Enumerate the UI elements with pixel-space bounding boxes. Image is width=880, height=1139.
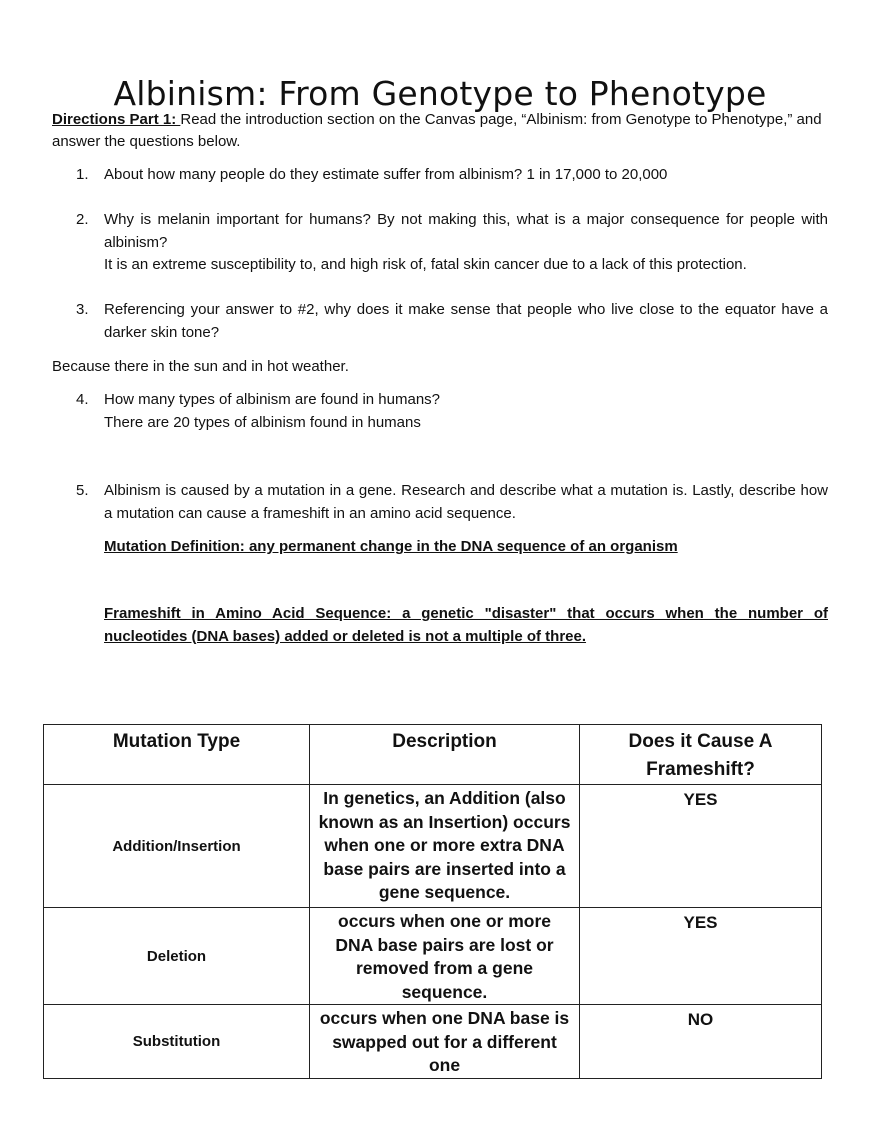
table-header-row — [44, 725, 822, 785]
directions — [52, 109, 830, 153]
question-number: 5. — [76, 482, 89, 499]
answer-text: It is an extreme susceptibility to, and high risk of, fatal skin cancer due to a lack of this protection. — [104, 256, 747, 273]
question-text: How many types of albinism are found in humans? — [104, 391, 441, 408]
question-2 — [52, 209, 828, 277]
question-number: 2. — [76, 211, 89, 228]
question-3 — [52, 299, 828, 344]
cell-mutation-type: Addition/Insertion — [44, 785, 310, 908]
cell-frameshift: NO — [580, 1005, 822, 1079]
question-number: 3. — [76, 301, 89, 318]
table-row — [44, 785, 822, 908]
cell-frameshift: YES — [580, 908, 822, 1005]
question-5 — [52, 480, 828, 525]
mutation-definition: Mutation Definition: any permanent change in the DNA sequence of an organism — [104, 538, 678, 555]
header-description: Description — [310, 725, 580, 785]
header-mutation-type: Mutation Type — [44, 725, 310, 785]
cell-description: occurs when one DNA base is swapped out for a different one — [310, 1005, 580, 1079]
question-4 — [52, 389, 828, 434]
question-1 — [52, 164, 828, 187]
question-text: About how many people do they estimate suffer from albinism? 1 in 17,000 to 20,000 — [104, 166, 668, 183]
question-number: 1. — [76, 166, 89, 183]
cell-description: In genetics, an Addition (also known as an Insertion) occurs when one or more extra DNA base pairs are inserted into a gene sequence. — [310, 785, 580, 908]
answer-3: Because there in the sun and in hot weather. — [52, 358, 349, 375]
question-text: Why is melanin important for humans? By not making this, what is a major consequence for people with albinism? — [104, 211, 828, 251]
question-text: Albinism is caused by a mutation in a gene. Research and describe what a mutation is. Lastly, describe how a mutation can cause a frameshift in an amino acid sequence. — [104, 482, 828, 522]
answer-text: There are 20 types of albinism found in humans — [104, 413, 421, 431]
directions-text: Read the introduction section on the Canvas page, “Albinism: from Genotype to Phenotype,” and answer the questions below. — [52, 111, 822, 150]
directions-lead: Directions Part 1: — [52, 111, 181, 128]
page-title: Albinism: From Genotype to Phenotype — [113, 74, 767, 114]
table-row — [44, 908, 822, 1005]
cell-description: occurs when one or more DNA base pairs are lost or removed from a gene sequence. — [310, 908, 580, 1005]
frameshift-definition: Frameshift in Amino Acid Sequence: a genetic "disaster" that occurs when the number of nucleotides (DNA bases) added or deleted is not a multiple of three. — [104, 605, 828, 645]
question-text: Referencing your answer to #2, why does it make sense that people who live close to the equator have a darker skin tone? — [104, 301, 828, 341]
question-number: 4. — [76, 391, 89, 408]
cell-mutation-type: Deletion — [44, 908, 310, 1005]
table-row — [44, 1005, 822, 1079]
cell-frameshift: YES — [580, 785, 822, 908]
cell-mutation-type: Substitution — [44, 1005, 310, 1079]
mutation-table — [43, 724, 822, 1079]
header-frameshift: Does it Cause A Frameshift? — [580, 725, 822, 785]
